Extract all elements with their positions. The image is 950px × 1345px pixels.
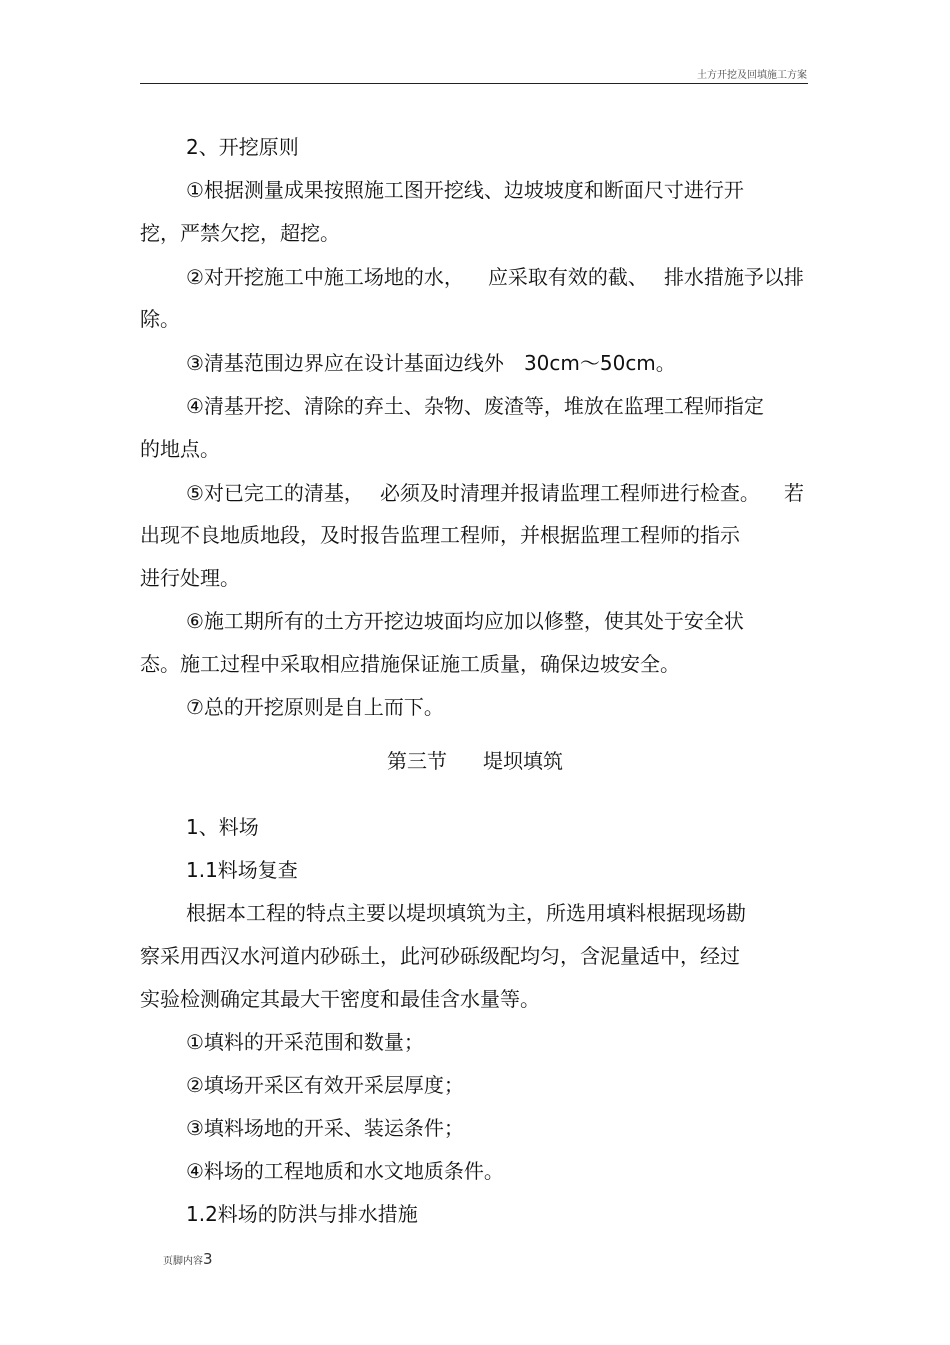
paragraph-line: 进行处理。 [140,566,240,590]
running-header: 土方开挖及回填施工方案 [697,70,807,81]
paragraph-line: 实验检测确定其最大干密度和最佳含水量等。 [140,987,540,1011]
paragraph-line: 出现不良地质地段，及时报告监理工程师，并根据监理工程师的指示 [140,523,740,547]
text-run: 30cm～50cm。 [523,351,676,375]
section-heading: 2、开挖原则 [186,135,299,159]
paragraph-line: 根据本工程的特点主要以堤坝填筑为主，所选用填料根据现场勘 [186,901,746,925]
text-run: 必须及时清理并报请监理工程师进行检查。 [379,481,760,505]
list-item: ③填料场地的开采、装运条件； [186,1116,464,1140]
list-item: ①填料的开采范围和数量； [186,1030,424,1054]
text-run: ③清基范围边界应在设计基面边线外 [186,351,504,375]
list-item: ④料场的工程地质和水文地质条件。 [186,1159,504,1183]
page-number: 3 [203,1250,213,1268]
text-run: ⑤对已完工的清基， [186,481,364,505]
text-run: 若 [783,481,804,505]
paragraph-line: ⑥施工期所有的土方开挖边坡面均应加以修整，使其处于安全状 [186,609,744,633]
text-run: 排水措施予以排 [663,265,804,289]
paragraph-line [186,480,804,506]
section-name: 堤坝填筑 [483,749,563,773]
section-title [0,748,950,774]
paragraph-line: 挖，严禁欠挖，超挖。 [140,221,340,245]
paragraph-line: 的地点。 [140,437,220,461]
subheading: 1、料场 [186,815,259,839]
paragraph-line [186,264,804,290]
header-rule [140,83,808,84]
paragraph-line: 除。 [140,307,180,331]
paragraph-line: ①根据测量成果按照施工图开挖线、边坡坡度和断面尺寸进行开 [186,178,744,202]
paragraph-line: ④清基开挖、清除的弃土、杂物、废渣等，堆放在监理工程师指定 [186,394,764,418]
text-run: ②对开挖施工中施工场地的水， [186,265,464,289]
text-run: 应采取有效的截、 [487,265,648,289]
subheading: 1.2料场的防洪与排水措施 [186,1202,418,1226]
paragraph-line [186,350,676,376]
footer-label: 页脚内容 [163,1256,203,1267]
paragraph-line: ⑦总的开挖原则是自上而下。 [186,695,444,719]
paragraph-line: 态。施工过程中采取相应措施保证施工质量，确保边坡安全。 [140,652,680,676]
page-footer [163,1250,213,1268]
list-item: ②填场开采区有效开采层厚度； [186,1073,464,1097]
subheading: 1.1料场复查 [186,858,298,882]
section-number: 第三节 [387,749,447,773]
paragraph-line: 察采用西汉水河道内砂砾土，此河砂砾级配均匀，含泥量适中，经过 [140,944,740,968]
